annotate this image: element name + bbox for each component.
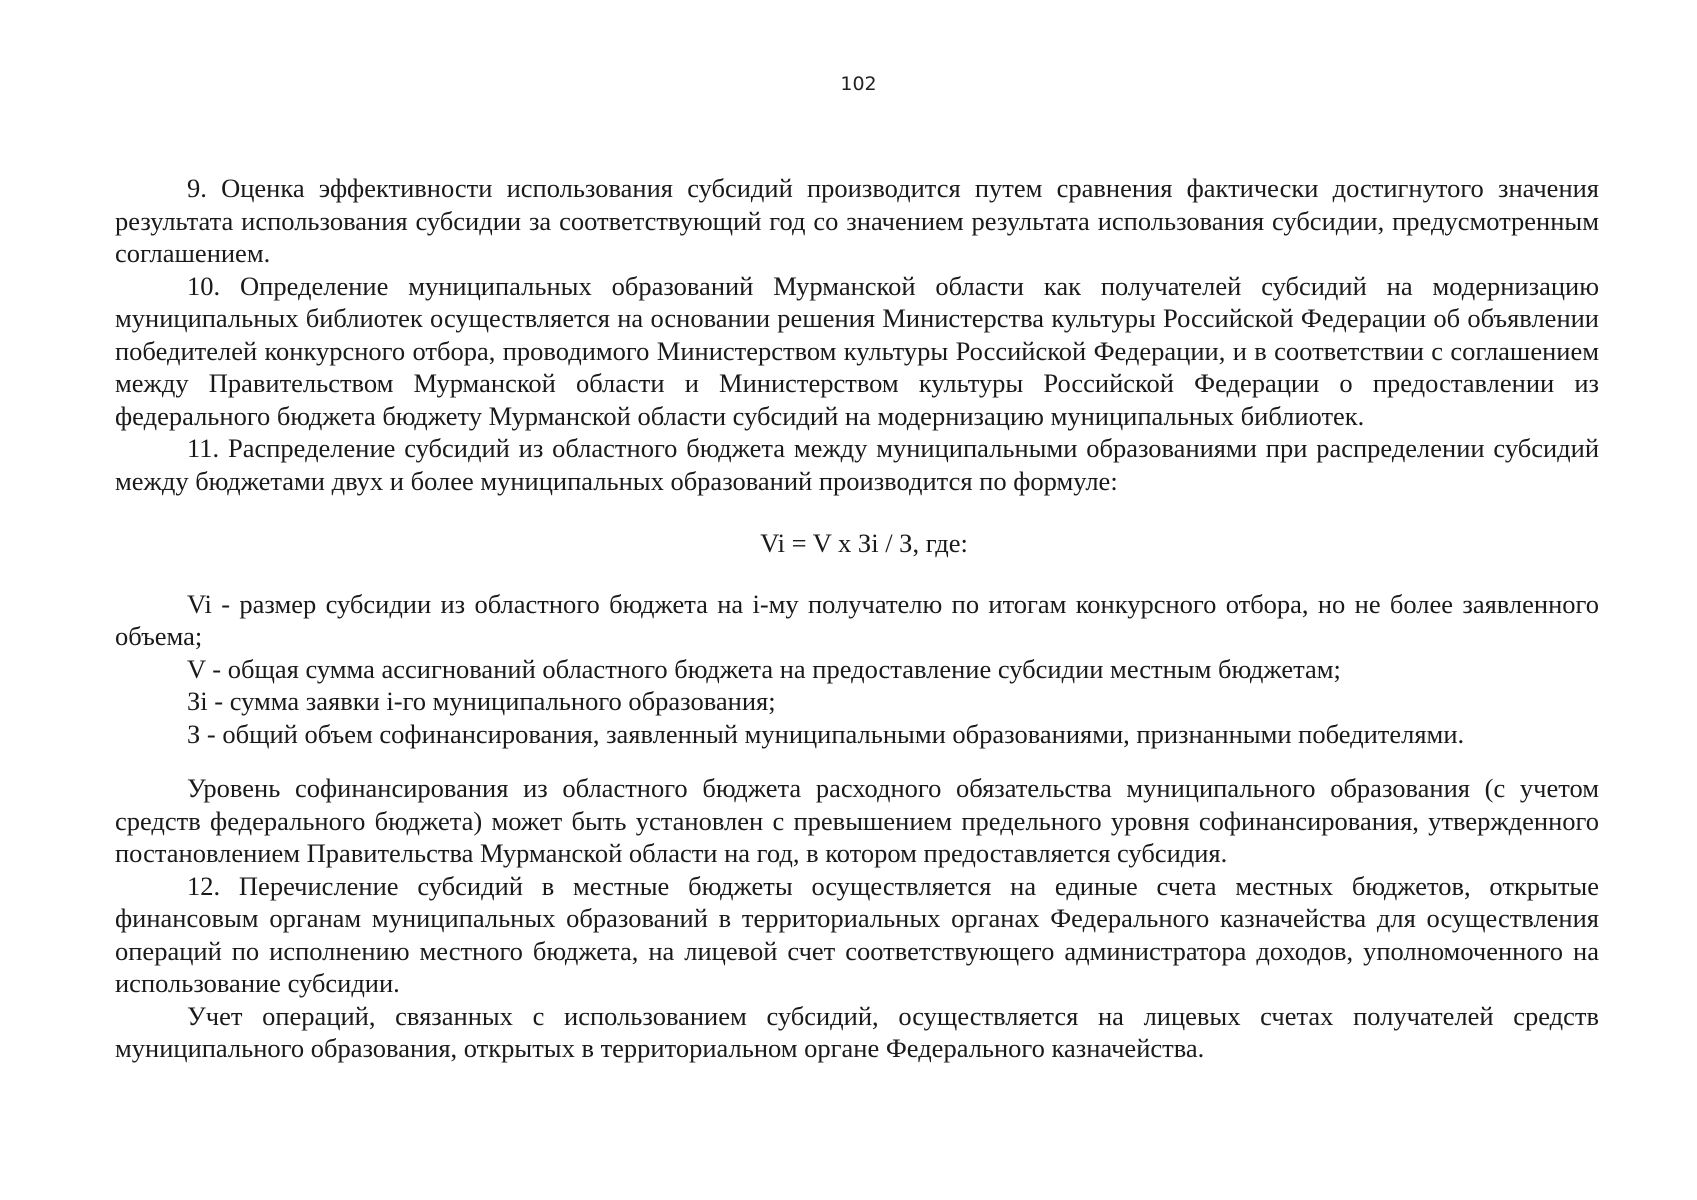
definition-vi: Vi - размер субсидии из областного бюджета на i-му получателю по итогам конкурсного отбора, но не более заявленного объема; <box>115 588 1599 651</box>
definition-zi: Зi - сумма заявки i-го муниципального образования; <box>187 686 776 716</box>
paragraph-12: 12. Перечисление субсидий в местные бюджеты осуществляется на единые счета местных бюджетов, открытые финансовым органам муниципальных образований в территориальных органах Федерального казначейства для осуществления операций по исполнению местного бюджета, на лицевой счет соответствующего администратора доходов, уполномоченного на использование субсидии. <box>115 870 1599 998</box>
paragraph-10: 10. Определение муниципальных образований Мурманской области как получателей субсидий на модернизацию муниципальных библиотек осуществляется на основании решения Министерства культуры Российской Федерации об объявлении победителей конкурсного отбора, проводимого Министерством культуры Российской Федерации, и в соответствии с соглашением между Правительством Мурманской области и Министерством культуры Российской Федерации о предоставлении из федерального бюджета бюджету Мурманской области субсидий на модернизацию муниципальных библиотек. <box>115 270 1599 431</box>
paragraph-cofinancing-level: Уровень софинансирования из областного бюджета расходного обязательства муниципального образования (с учетом средств федерального бюджета) может быть установлен с превышением предельного уровня софинансирования, утвержденного постановлением Правительства Мурманской области на год, в котором предоставляется субсидия. <box>115 773 1599 868</box>
page-number: 102 <box>840 73 877 95</box>
definition-z: З - общий объем софинансирования, заявленный муниципальными образованиями, признанными победителями. <box>187 718 1465 749</box>
formula: Vi = V x Зi / З, где: <box>760 528 968 558</box>
paragraph-9: 9. Оценка эффективности использования субсидий производится путем сравнения фактически достигнутого значения результата использования субсидии за соответствующий год со значением результата использования субсидии, предусмотренным соглашением. <box>115 173 1599 268</box>
document-body <box>115 172 1599 1065</box>
formula-definitions <box>115 588 1599 751</box>
paragraph-accounting: Учет операций, связанных с использованием субсидий, осуществляется на лицевых счетах получателей средств муниципального образования, открытых в территориальном органе Федерального казначейства. <box>115 1000 1599 1063</box>
definition-v: V - общая сумма ассигнований областного бюджета на предоставление субсидии местным бюджетам; <box>187 653 1341 684</box>
paragraph-11: 11. Распределение субсидий из областного бюджета между муниципальными образованиями при распределении субсидий между бюджетами двух и более муниципальных образований производится по формуле: <box>115 433 1599 496</box>
